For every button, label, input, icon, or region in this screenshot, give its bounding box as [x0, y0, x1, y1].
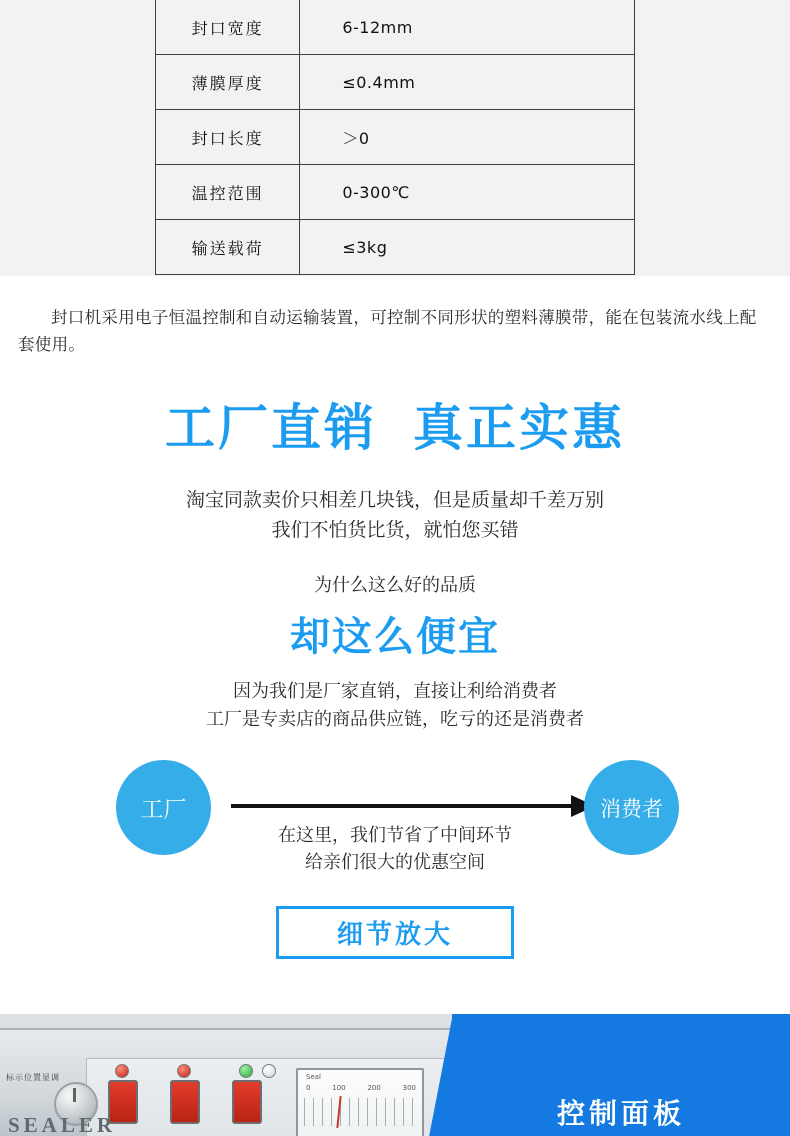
spec-label: 封口长度: [156, 110, 300, 165]
reason-line-2: 工厂是专卖店的商品供应链，吃亏的还是消费者: [206, 709, 584, 731]
spec-label: 薄膜厚度: [156, 55, 300, 110]
indicator-light-icon: [115, 1064, 129, 1078]
flow-node-factory: 工厂: [116, 760, 211, 855]
spec-table: [155, 0, 635, 275]
sub-line-1: 淘宝同款卖价只相差几块钱，但是质量却千差万别: [185, 489, 604, 512]
question-line: 为什么这么好的品质: [314, 575, 476, 597]
table-row: [156, 110, 635, 165]
panel-tiny-label: 标示位置显调: [6, 1073, 60, 1082]
spec-label: 封口宽度: [156, 0, 300, 55]
indicator-light-icon: [177, 1064, 191, 1078]
spec-value: ≤0.4mm: [300, 55, 635, 110]
machine-brand-text: SEALER: [8, 1113, 117, 1136]
headline-primary: [18, 388, 772, 460]
headline-part-1: 工厂直销: [165, 399, 377, 458]
meter-scale-ticks: [304, 1098, 416, 1126]
flow-diagram: [18, 752, 772, 892]
detail-banner-wrap: [18, 906, 772, 959]
spec-value: ＞0: [300, 110, 635, 165]
product-photo-strip: [0, 1014, 790, 1136]
table-row: [156, 0, 635, 55]
sub-line-2: 我们不怕货比货，就怕您买错: [271, 518, 519, 541]
spec-value: ≤3kg: [300, 220, 635, 275]
flow-caption-line-1: 在这里，我们节省了中间环节: [278, 825, 512, 847]
temperature-meter: [296, 1068, 424, 1136]
sub-lines: [18, 486, 772, 545]
meter-num-2: 200: [367, 1084, 381, 1092]
reason-lines: [18, 678, 772, 734]
photo-caption-panel: [452, 1014, 790, 1136]
spec-label: 温控范围: [156, 165, 300, 220]
table-row: [156, 55, 635, 110]
intro-paragraph: 封口机采用电子恒温控制和自动运输装置，可控制不同形状的塑料薄膜带，能在包装流水线上配套使用。: [18, 308, 757, 355]
machine-panel: [0, 1028, 452, 1136]
photo-caption: 控制面板: [556, 1097, 685, 1130]
reason-line-1: 因为我们是厂家直销，直接让利给消费者: [233, 681, 557, 703]
flow-node-consumer: 消费者: [584, 760, 679, 855]
spec-table-section: [0, 0, 790, 276]
flow-caption: [18, 822, 772, 876]
meter-brand-label: Seal: [306, 1073, 321, 1081]
spec-table-body: [156, 0, 635, 275]
indicator-light-icon: [239, 1064, 253, 1078]
rocker-switch-icon: [232, 1080, 262, 1124]
flow-arrow-line: [231, 804, 577, 808]
headline-part-2: 真正实惠: [413, 399, 625, 458]
spec-value: 6-12mm: [300, 0, 635, 55]
table-row: [156, 165, 635, 220]
meter-num-1: 100: [332, 1084, 346, 1092]
spec-label: 输送载荷: [156, 220, 300, 275]
rocker-switch-icon: [170, 1080, 200, 1124]
meter-num-3: 300: [402, 1084, 416, 1092]
machine-photo: [0, 1014, 452, 1136]
meter-num-0: 0: [306, 1084, 311, 1092]
flow-caption-line-2: 给亲们很大的优惠空间: [305, 852, 485, 874]
marketing-section: [0, 304, 790, 959]
table-row: [156, 220, 635, 275]
indicator-light-icon: [262, 1064, 276, 1078]
headline-secondary: 却这么便宜: [290, 614, 500, 661]
detail-banner: 细节放大: [276, 906, 514, 959]
meter-scale-numbers: [306, 1084, 416, 1092]
spec-value: 0-300℃: [300, 165, 635, 220]
